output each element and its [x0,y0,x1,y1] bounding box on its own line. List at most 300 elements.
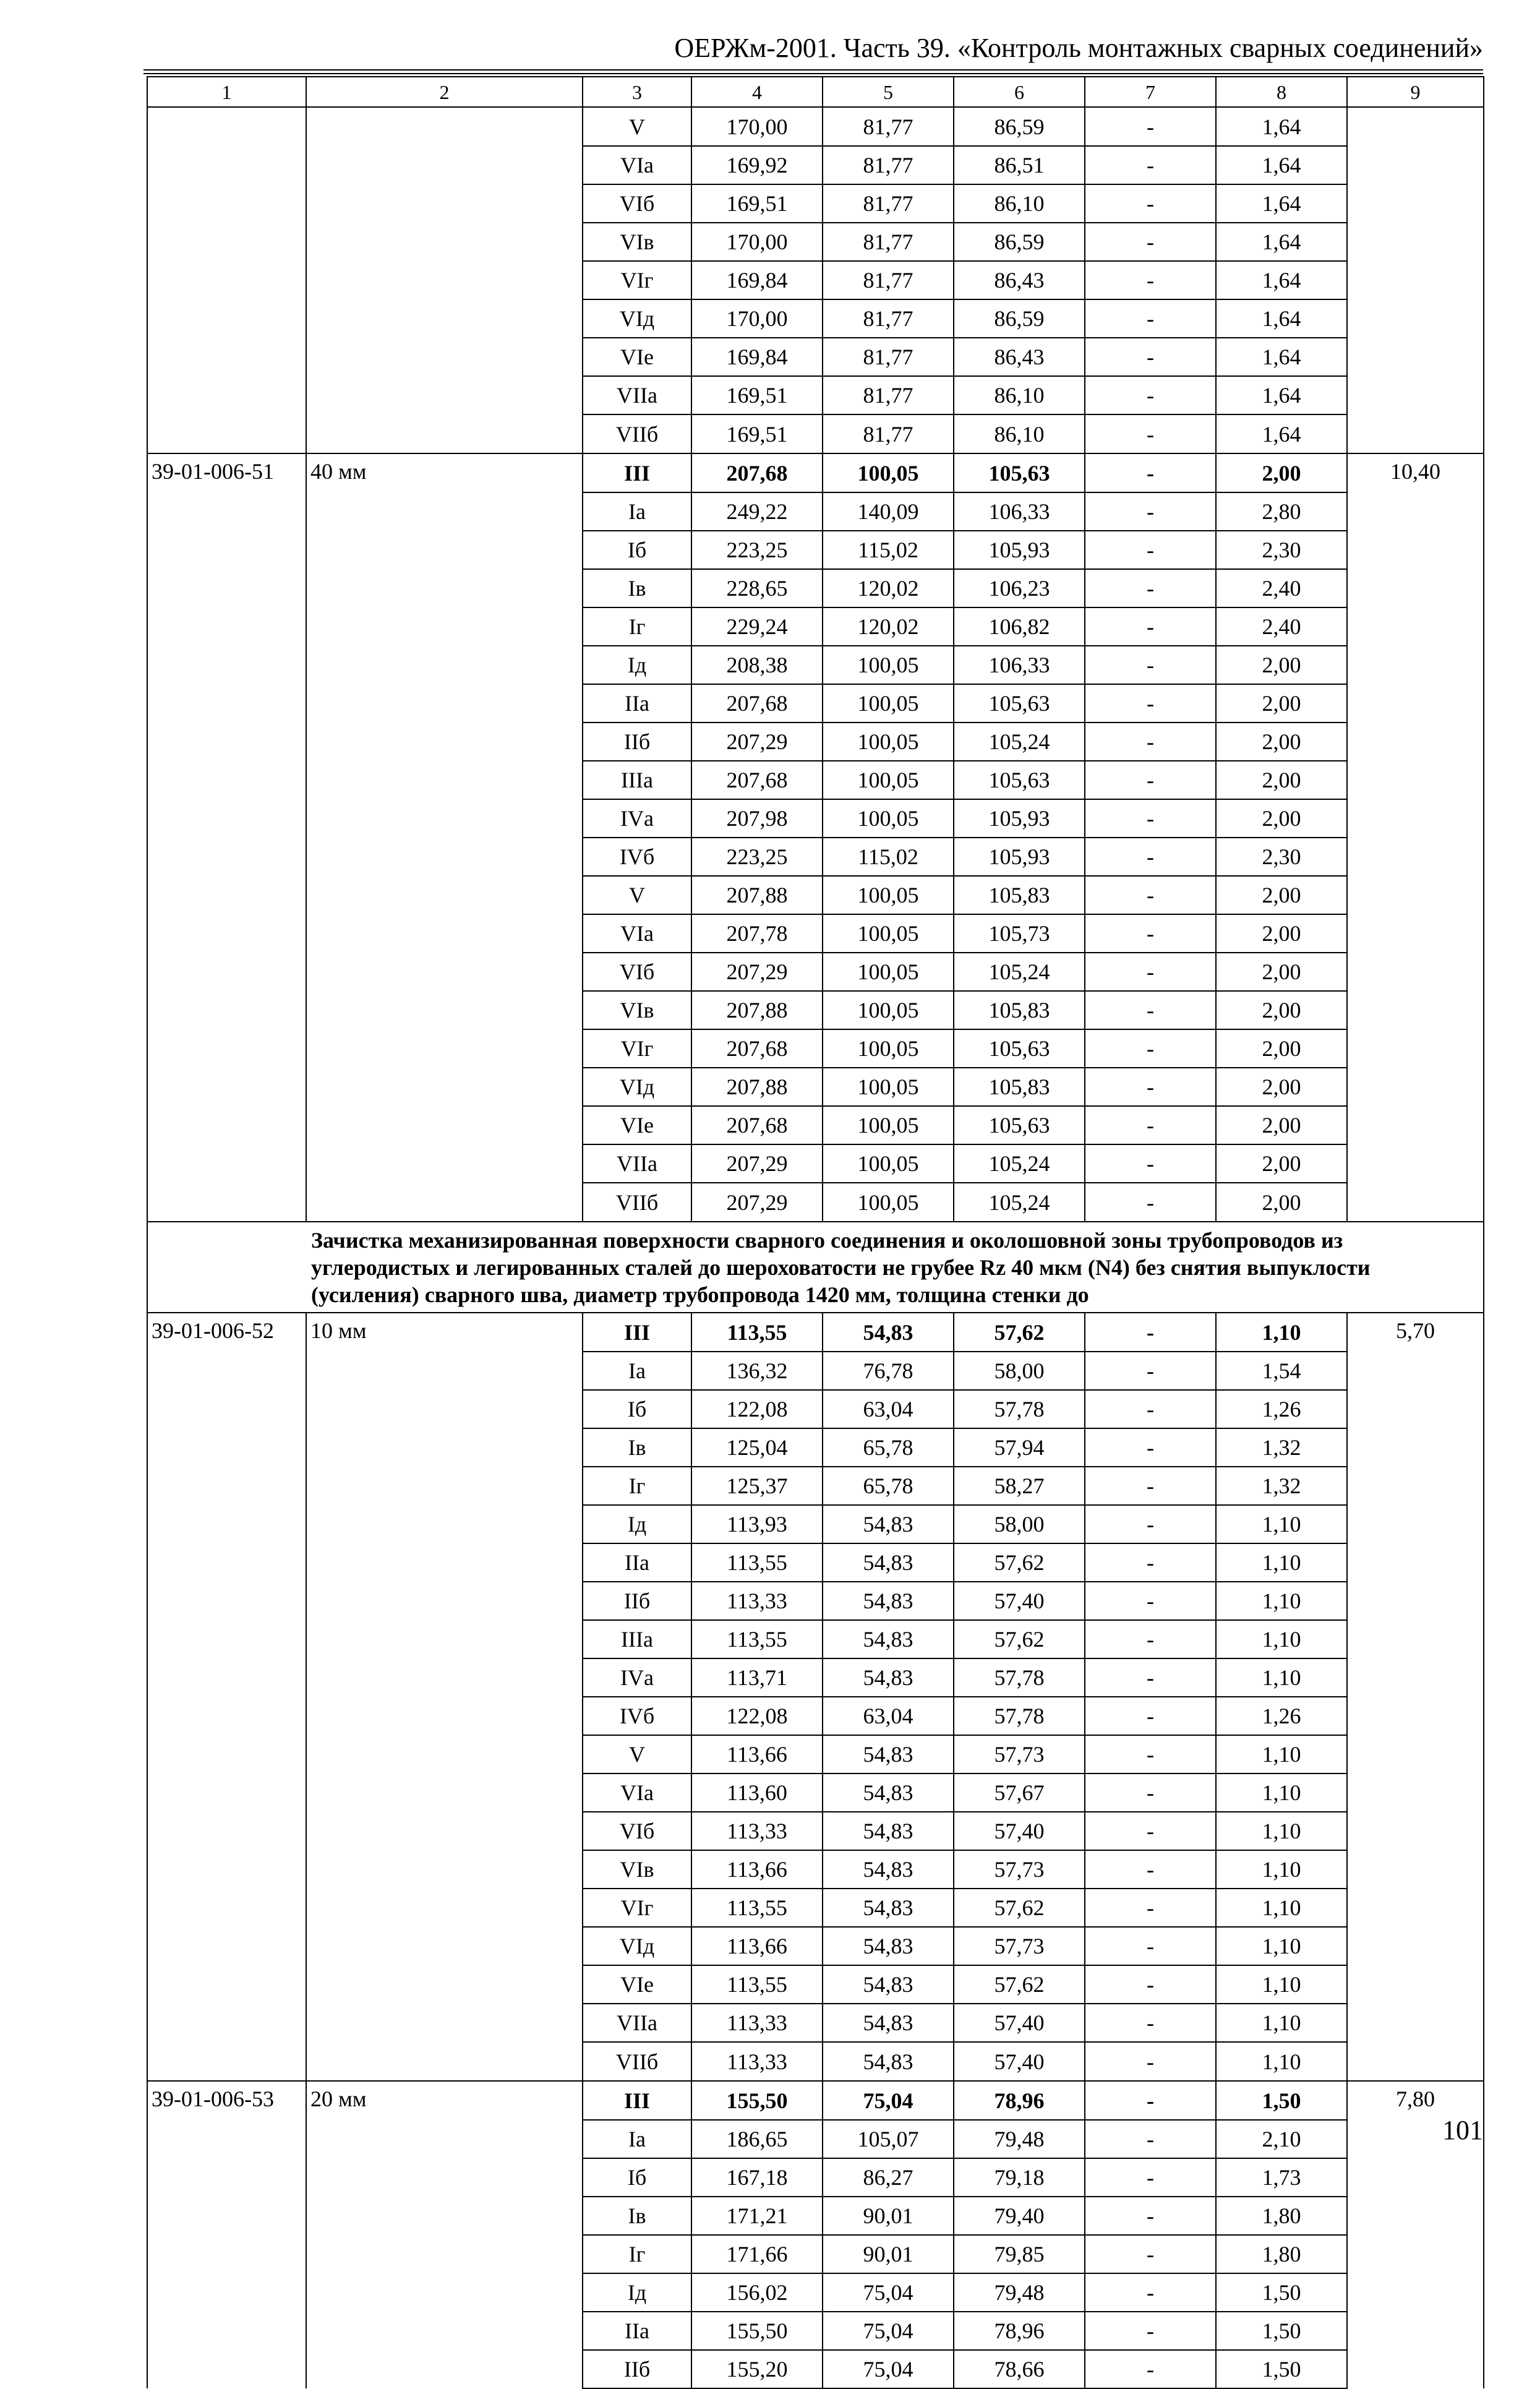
wall-thickness-cell [306,607,583,646]
labor-cost-cell: 63,04 [823,1390,954,1428]
labor-hours-cell: 1,64 [1216,414,1347,453]
labor-cost-cell: 75,04 [823,2081,954,2120]
column-number: 8 [1216,77,1347,107]
materials-cost-cell: - [1085,1467,1216,1505]
machine-cost-cell: 106,33 [954,492,1085,531]
labor-hours-cell: 1,64 [1216,299,1347,338]
zone-cell: V [583,107,691,146]
machine-cost-cell: 57,78 [954,1390,1085,1428]
zone-cell: VIе [583,1965,691,2004]
machinist-hours-cell [1347,2350,1484,2388]
table-row [147,1467,1484,1505]
wall-thickness-cell [306,1965,583,2004]
zone-cell: VIг [583,1029,691,1068]
labor-cost-cell: 100,05 [823,1183,954,1222]
zone-cell: IIа [583,2312,691,2350]
materials-cost-cell: - [1085,2350,1216,2388]
labor-hours-cell: 1,10 [1216,1658,1347,1697]
machine-cost-cell: 57,78 [954,1697,1085,1735]
machinist-hours-cell [1347,223,1484,261]
labor-hours-cell: 1,50 [1216,2081,1347,2120]
labor-cost-cell: 54,83 [823,1774,954,1812]
machinist-hours-cell [1347,1850,1484,1889]
machine-cost-cell: 106,23 [954,569,1085,607]
machinist-hours-cell [1347,1697,1484,1735]
zone-cell: V [583,876,691,914]
rate-code-cell [147,1774,306,1812]
machinist-hours-cell [1347,1390,1484,1428]
table-row [147,1889,1484,1927]
direct-cost-cell: 113,33 [691,2042,823,2081]
labor-cost-cell: 54,83 [823,1313,954,1352]
rate-code-cell [147,799,306,838]
rate-code-cell [147,1850,306,1889]
table-row [147,1106,1484,1144]
table-row [147,2273,1484,2312]
machinist-hours-cell [1347,184,1484,223]
materials-cost-cell: - [1085,2120,1216,2158]
wall-thickness-cell [306,338,583,376]
wall-thickness-cell [306,1068,583,1106]
direct-cost-cell: 155,20 [691,2350,823,2388]
zone-cell: IIа [583,1543,691,1582]
machinist-hours-cell [1347,107,1484,146]
materials-cost-cell: - [1085,646,1216,684]
zone-cell: V [583,1735,691,1774]
labor-cost-cell: 54,83 [823,2004,954,2042]
labor-cost-cell: 54,83 [823,1620,954,1658]
materials-cost-cell: - [1085,107,1216,146]
machine-cost-cell: 105,24 [954,723,1085,761]
wall-thickness-cell [306,2042,583,2081]
rate-code-cell [147,1889,306,1927]
labor-hours-cell: 1,10 [1216,1927,1347,1965]
rate-code-cell [147,684,306,723]
rate-code-cell [147,107,306,146]
wall-thickness-cell: 40 мм [306,453,583,492]
direct-cost-cell: 207,88 [691,876,823,914]
rate-code-cell [147,492,306,531]
rate-code-cell [147,2350,306,2388]
direct-cost-cell: 207,29 [691,723,823,761]
machine-cost-cell: 105,24 [954,1144,1085,1183]
machine-cost-cell: 57,62 [954,1965,1085,2004]
machine-cost-cell: 86,10 [954,376,1085,414]
direct-cost-cell: 207,98 [691,799,823,838]
zone-cell: Iа [583,492,691,531]
direct-cost-cell: 170,00 [691,223,823,261]
direct-cost-cell: 207,29 [691,1144,823,1183]
wall-thickness-cell [306,1850,583,1889]
machine-cost-cell: 105,73 [954,914,1085,953]
machine-cost-cell: 57,62 [954,1889,1085,1927]
column-number-row [147,77,1484,107]
rate-code-cell [147,1352,306,1390]
direct-cost-cell: 207,29 [691,953,823,991]
labor-hours-cell: 1,64 [1216,184,1347,223]
wall-thickness-cell [306,1889,583,1927]
table-row [147,914,1484,953]
materials-cost-cell: - [1085,2158,1216,2197]
table-row [147,414,1484,453]
machine-cost-cell: 86,10 [954,184,1085,223]
direct-cost-cell: 122,08 [691,1390,823,1428]
rate-code-cell [147,299,306,338]
direct-cost-cell: 207,78 [691,914,823,953]
labor-hours-cell: 2,00 [1216,799,1347,838]
zone-cell: Iв [583,2197,691,2235]
labor-cost-cell: 54,83 [823,2042,954,2081]
machinist-hours-cell [1347,1428,1484,1467]
wall-thickness-cell [306,953,583,991]
table-row [147,453,1484,492]
machine-cost-cell: 105,63 [954,1106,1085,1144]
table-row [147,184,1484,223]
zone-cell: VIд [583,299,691,338]
wall-thickness-cell [306,2197,583,2235]
labor-cost-cell: 81,77 [823,261,954,299]
labor-hours-cell: 1,73 [1216,2158,1347,2197]
table-row [147,876,1484,914]
wall-thickness-cell [306,376,583,414]
materials-cost-cell: - [1085,1812,1216,1850]
direct-cost-cell: 229,24 [691,607,823,646]
table-row [147,2197,1484,2235]
labor-cost-cell: 76,78 [823,1352,954,1390]
rate-code-cell [147,2158,306,2197]
table-row [147,261,1484,299]
materials-cost-cell: - [1085,1543,1216,1582]
direct-cost-cell: 249,22 [691,492,823,531]
labor-hours-cell: 1,10 [1216,1812,1347,1850]
machine-cost-cell: 78,96 [954,2081,1085,2120]
machine-cost-cell: 106,82 [954,607,1085,646]
direct-cost-cell: 156,02 [691,2273,823,2312]
machine-cost-cell: 57,62 [954,1620,1085,1658]
zone-cell: Iб [583,2158,691,2197]
labor-cost-cell: 54,83 [823,1582,954,1620]
zone-cell: VIв [583,991,691,1029]
machinist-hours-cell [1347,1106,1484,1144]
direct-cost-cell: 113,60 [691,1774,823,1812]
labor-cost-cell: 75,04 [823,2273,954,2312]
labor-hours-cell: 2,00 [1216,761,1347,799]
direct-cost-cell: 171,66 [691,2235,823,2273]
wall-thickness-cell [306,569,583,607]
machine-cost-cell: 78,66 [954,2350,1085,2388]
wall-thickness-cell [306,531,583,569]
table-row [147,1774,1484,1812]
rate-code-cell [147,2312,306,2350]
rate-code-cell [147,338,306,376]
materials-cost-cell: - [1085,914,1216,953]
labor-cost-cell: 86,27 [823,2158,954,2197]
machinist-hours-cell [1347,1068,1484,1106]
rate-code-cell [147,2235,306,2273]
machine-cost-cell: 57,73 [954,1850,1085,1889]
table-row [147,1428,1484,1467]
labor-hours-cell: 2,00 [1216,453,1347,492]
zone-cell: Iа [583,1352,691,1390]
materials-cost-cell: - [1085,1183,1216,1222]
table-row [147,761,1484,799]
direct-cost-cell: 113,71 [691,1658,823,1697]
rate-code-cell [147,1183,306,1222]
materials-cost-cell: - [1085,338,1216,376]
wall-thickness-cell [306,261,583,299]
zone-cell: Iд [583,2273,691,2312]
machine-cost-cell: 86,59 [954,107,1085,146]
machine-cost-cell: 86,59 [954,299,1085,338]
labor-cost-cell: 54,83 [823,1850,954,1889]
zone-cell: III [583,453,691,492]
direct-cost-cell: 207,68 [691,453,823,492]
machinist-hours-cell [1347,684,1484,723]
table-row [147,684,1484,723]
wall-thickness-cell [306,838,583,876]
labor-hours-cell: 1,10 [1216,1620,1347,1658]
machinist-hours-cell [1347,338,1484,376]
direct-cost-cell: 113,33 [691,2004,823,2042]
rate-code-cell [147,1068,306,1106]
machine-cost-cell: 57,62 [954,1543,1085,1582]
table-row [147,1183,1484,1222]
labor-hours-cell: 1,50 [1216,2273,1347,2312]
labor-hours-cell: 1,10 [1216,1582,1347,1620]
materials-cost-cell: - [1085,838,1216,876]
wall-thickness-cell [306,2273,583,2312]
labor-hours-cell: 2,30 [1216,531,1347,569]
table-body [147,77,1484,2388]
labor-cost-cell: 81,77 [823,223,954,261]
table-row [147,2004,1484,2042]
labor-cost-cell: 54,83 [823,1812,954,1850]
zone-cell: IIб [583,723,691,761]
wall-thickness-cell [306,876,583,914]
wall-thickness-cell [306,1467,583,1505]
zone-cell: III [583,2081,691,2120]
labor-cost-cell: 54,83 [823,1735,954,1774]
machinist-hours-cell: 7,80 [1347,2081,1484,2120]
column-number: 7 [1085,77,1216,107]
labor-cost-cell: 100,05 [823,799,954,838]
machine-cost-cell: 105,63 [954,761,1085,799]
machinist-hours-cell [1347,1582,1484,1620]
labor-hours-cell: 2,00 [1216,723,1347,761]
wall-thickness-cell [306,2312,583,2350]
machinist-hours-cell [1347,2004,1484,2042]
rate-code-cell [147,376,306,414]
rate-code-cell [147,1543,306,1582]
labor-cost-cell: 81,77 [823,299,954,338]
rate-code-cell [147,2120,306,2158]
zone-cell: IVб [583,1697,691,1735]
machinist-hours-cell [1347,607,1484,646]
machinist-hours-cell [1347,414,1484,453]
table-row [147,838,1484,876]
materials-cost-cell: - [1085,2197,1216,2235]
machine-cost-cell: 105,63 [954,684,1085,723]
zone-cell: IIа [583,684,691,723]
labor-hours-cell: 2,00 [1216,1068,1347,1106]
machinist-hours-cell [1347,991,1484,1029]
table-row [147,1812,1484,1850]
machine-cost-cell: 105,24 [954,1183,1085,1222]
wall-thickness-cell [306,2158,583,2197]
labor-hours-cell: 2,80 [1216,492,1347,531]
zone-cell: VIв [583,1850,691,1889]
table-row [147,1144,1484,1183]
direct-cost-cell: 207,68 [691,761,823,799]
table-row [147,1620,1484,1658]
labor-hours-cell: 1,10 [1216,1313,1347,1352]
direct-cost-cell: 113,55 [691,1543,823,1582]
column-number: 6 [954,77,1085,107]
zone-cell: IVб [583,838,691,876]
direct-cost-cell: 169,51 [691,376,823,414]
materials-cost-cell: - [1085,2004,1216,2042]
labor-hours-cell: 1,50 [1216,2350,1347,2388]
machine-cost-cell: 86,59 [954,223,1085,261]
direct-cost-cell: 125,04 [691,1428,823,1467]
machine-cost-cell: 57,67 [954,1774,1085,1812]
table-row [147,223,1484,261]
labor-hours-cell: 1,64 [1216,107,1347,146]
table-row [147,607,1484,646]
machinist-hours-cell [1347,492,1484,531]
table-row [147,2312,1484,2350]
machinist-hours-cell [1347,1774,1484,1812]
zone-cell: VIб [583,953,691,991]
machinist-hours-cell [1347,838,1484,876]
machine-cost-cell: 57,40 [954,1812,1085,1850]
wall-thickness-cell [306,1144,583,1183]
labor-cost-cell: 100,05 [823,646,954,684]
direct-cost-cell: 167,18 [691,2158,823,2197]
rate-code-cell [147,2042,306,2081]
wall-thickness-cell [306,2350,583,2388]
zone-cell: Iб [583,531,691,569]
materials-cost-cell: - [1085,414,1216,453]
wall-thickness-cell [306,1428,583,1467]
wall-thickness-cell [306,914,583,953]
rate-code-cell [147,261,306,299]
wall-thickness-cell [306,414,583,453]
machinist-hours-cell [1347,646,1484,684]
rate-code-cell [147,876,306,914]
labor-hours-cell: 1,80 [1216,2197,1347,2235]
rate-code-cell [147,414,306,453]
table-row [147,1735,1484,1774]
labor-cost-cell: 54,83 [823,1543,954,1582]
machine-cost-cell: 78,96 [954,2312,1085,2350]
wall-thickness-cell [306,107,583,146]
labor-cost-cell: 81,77 [823,184,954,223]
wall-thickness-cell [306,684,583,723]
wall-thickness-cell [306,184,583,223]
direct-cost-cell: 171,21 [691,2197,823,2235]
machinist-hours-cell [1347,2197,1484,2235]
materials-cost-cell: - [1085,1658,1216,1697]
materials-cost-cell: - [1085,261,1216,299]
materials-cost-cell: - [1085,723,1216,761]
machine-cost-cell: 105,83 [954,876,1085,914]
wall-thickness-cell [306,1774,583,1812]
zone-cell: Iг [583,607,691,646]
table-row [147,1313,1484,1352]
labor-hours-cell: 1,10 [1216,1543,1347,1582]
direct-cost-cell: 113,55 [691,1313,823,1352]
machinist-hours-cell: 5,70 [1347,1313,1484,1352]
labor-cost-cell: 75,04 [823,2350,954,2388]
labor-cost-cell: 120,02 [823,569,954,607]
machine-cost-cell: 105,63 [954,453,1085,492]
rate-code-cell [147,2004,306,2042]
materials-cost-cell: - [1085,607,1216,646]
rate-code-cell [147,607,306,646]
machine-cost-cell: 57,78 [954,1658,1085,1697]
materials-cost-cell: - [1085,376,1216,414]
labor-cost-cell: 65,78 [823,1467,954,1505]
materials-cost-cell: - [1085,991,1216,1029]
table-row [147,1658,1484,1697]
machinist-hours-cell [1347,1927,1484,1965]
zone-cell: Iв [583,569,691,607]
machinist-hours-cell [1347,1183,1484,1222]
labor-hours-cell: 2,40 [1216,569,1347,607]
materials-cost-cell: - [1085,1927,1216,1965]
labor-hours-cell: 1,64 [1216,261,1347,299]
machine-cost-cell: 58,00 [954,1352,1085,1390]
table-row [147,2158,1484,2197]
labor-hours-cell: 1,64 [1216,376,1347,414]
machine-cost-cell: 106,33 [954,646,1085,684]
machine-cost-cell: 86,43 [954,261,1085,299]
wall-thickness-cell [306,492,583,531]
direct-cost-cell: 169,84 [691,338,823,376]
direct-cost-cell: 207,88 [691,1068,823,1106]
labor-hours-cell: 1,10 [1216,1505,1347,1543]
zone-cell: VIIб [583,414,691,453]
table-row [147,723,1484,761]
machinist-hours-cell [1347,2042,1484,2081]
machine-cost-cell: 105,63 [954,1029,1085,1068]
wall-thickness-cell [306,2235,583,2273]
page-number: 101 [1442,2115,1483,2145]
rate-code-cell [147,1658,306,1697]
machine-cost-cell: 79,48 [954,2273,1085,2312]
machine-cost-cell: 57,40 [954,1582,1085,1620]
machine-cost-cell: 57,94 [954,1428,1085,1467]
zone-cell: VIе [583,1106,691,1144]
zone-cell: IIIа [583,761,691,799]
machinist-hours-cell [1347,2273,1484,2312]
labor-hours-cell: 1,50 [1216,2312,1347,2350]
labor-hours-cell: 1,64 [1216,146,1347,184]
wall-thickness-cell [306,223,583,261]
machinist-hours-cell [1347,569,1484,607]
machine-cost-cell: 105,93 [954,799,1085,838]
labor-cost-cell: 81,77 [823,414,954,453]
wall-thickness-cell [306,646,583,684]
machinist-hours-cell [1347,723,1484,761]
machine-cost-cell: 79,48 [954,2120,1085,2158]
machinist-hours-cell [1347,146,1484,184]
machine-cost-cell: 58,00 [954,1505,1085,1543]
wall-thickness-cell [306,723,583,761]
wall-thickness-cell [306,1620,583,1658]
zone-cell: VIа [583,1774,691,1812]
